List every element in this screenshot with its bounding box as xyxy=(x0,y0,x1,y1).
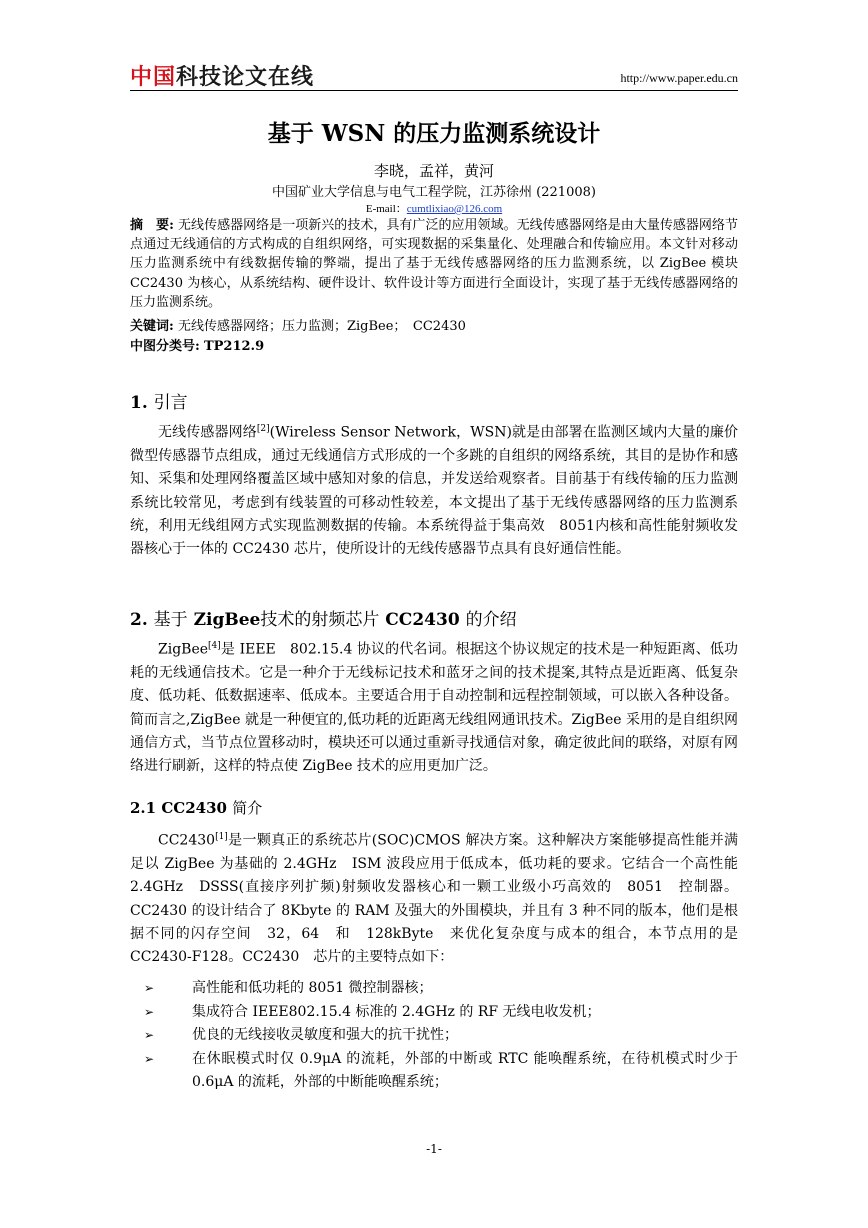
s1-text-a: 无线传感器网络 xyxy=(158,424,257,441)
list-item xyxy=(130,1024,738,1048)
s1-ref: [2] xyxy=(256,424,270,434)
s2-text-b: 是 IEEE 802.15.4 协议的代名词。根据这个协议规定的技术是一种短距离、低功耗的无线通信技术。它是一种介于无线标记技术和蓝牙之间的技术提案,其特点是近距离、低复杂度、低功耗、低数据速率、低成本。主要适合用于自动控制和远程控制领域，可以嵌入各种设备。简而言之,ZigBee 就是一种便宜的,低功耗的近距离无线组网通讯技术。ZigBee 采用的是自组织网通信方式，当节点位置移动时，模块还可以通过重新寻找通信对象，确定彼此间的联络，对原有网络进行刷新，这样的特点使 ZigBee 技术的应用更加广泛。 xyxy=(130,641,738,775)
section-2-title-b: ZigBee xyxy=(193,610,261,630)
email-link[interactable]: cumtlixiao@126.com xyxy=(406,203,503,215)
section-2-title-a: 基于 xyxy=(153,610,188,630)
arrow-bullet-icon: ➢ xyxy=(144,1004,155,1019)
abstract-label: 摘 要: xyxy=(130,218,174,233)
section-2-paragraph xyxy=(130,635,738,778)
section-1-heading xyxy=(130,388,188,413)
section-2-number: 2. xyxy=(130,610,148,630)
classification-value: TP212.9 xyxy=(203,339,265,354)
section-2-1-number: 2.1 CC2430 xyxy=(130,799,227,817)
section-1-title: 引言 xyxy=(153,393,188,413)
s2-ref: [4] xyxy=(208,641,221,651)
keywords-text: 无线传感器网络；压力监测；ZigBee； CC2430 xyxy=(177,319,466,334)
list-item-text: 优良的无线接收灵敏度和强大的抗干扰性； xyxy=(192,1027,458,1043)
section-2-1-paragraph xyxy=(130,826,752,969)
page-header xyxy=(130,58,738,91)
keywords-label: 关键词: xyxy=(130,319,174,334)
list-item-text: 高性能和低功耗的 8051 微控制器核； xyxy=(192,980,433,996)
logo-text-dark: 科技论文在线 xyxy=(176,65,315,90)
section-1-number: 1. xyxy=(130,393,148,413)
section-2-1-heading xyxy=(130,797,262,818)
section-2-heading xyxy=(130,605,517,630)
feature-list xyxy=(130,977,738,1095)
arrow-bullet-icon: ➢ xyxy=(144,1051,155,1066)
list-item xyxy=(130,977,738,1001)
list-item xyxy=(130,1001,738,1025)
list-item-text: 在休眠模式时仅 0.9μA 的流耗，外部的中断或 RTC 能唤醒系统，在待机模式时少于 0.6μA 的流耗，外部的中断能唤醒系统； xyxy=(192,1050,738,1090)
paper-authors: 李晓，孟祥，黄河 xyxy=(373,162,494,180)
abstract-text: 无线传感器网络是一项新兴的技术，具有广泛的应用领域。无线传感器网络是由大量传感器网络节点通过无线通信的方式构成的自组织网络，可实现数据的采集量化、处理融合和传输应用。本文针对移动压力监测系统中有线数据传输的弊端，提出了基于无线传感器网络的压力监测系统，以 ZigBee 模块 CC2430 为核心，从系统结构、硬件设计、软件设计等方面进行全面设计，实现了基于无线传感器网络的压力监测系统。 xyxy=(130,218,738,310)
s21-text-a: CC2430 xyxy=(158,832,216,849)
list-item-text: 集成符合 IEEE802.15.4 标准的 2.4GHz 的 RF 无线电收发机； xyxy=(192,1003,601,1020)
arrow-bullet-icon: ➢ xyxy=(144,1028,155,1042)
section-2-title-c: 技术的射频芯片 xyxy=(260,610,380,630)
paper-affiliation: 中国矿业大学信息与电气工程学院，江苏徐州 (221008) xyxy=(272,185,596,200)
arrow-bullet-icon: ➢ xyxy=(144,981,155,995)
email-label: E-mail： xyxy=(365,203,407,215)
keywords xyxy=(130,317,738,336)
section-1-paragraph xyxy=(130,418,738,561)
page-number: -1- xyxy=(426,1142,442,1156)
logo-text-red: 中国 xyxy=(130,65,177,90)
s1-text-b: (Wireless Sensor Network，WSN)就是由部署在监测区域内大量的廉价微型传感器节点组成，通过无线通信方式形成的一个多跳的自组织的网络系统，其目的是协作和感知、采集和处理网络覆盖区域中感知对象的信息，并发送给观察者。目前基于有线传输的压力监测系统比较常见，考虑到有线装置的可移动性较差，本文提出了基于无线传感器网络的压力监测系统，利用无线组网方式实现监测数据的传输。本系统得益于集高效 8051内核和高性能射频收发器核心于一体的 CC2430 芯片，使所设计的无线传感器节点具有良好通信性能。 xyxy=(130,424,739,558)
abstract xyxy=(130,216,738,312)
s21-ref: [1] xyxy=(215,832,228,842)
section-2-1-title: 简介 xyxy=(232,799,263,817)
site-logo xyxy=(130,60,314,91)
section-2-title-d: CC2430 xyxy=(385,610,460,630)
paper-email-line xyxy=(130,200,738,216)
paper-title: 基于 WSN 的压力监测系统设计 xyxy=(267,120,601,147)
header-url[interactable]: http://www.paper.edu.cn xyxy=(620,71,738,85)
classification xyxy=(130,337,738,356)
list-item xyxy=(130,1048,738,1095)
s21-text-b: 是一颗真正的系统芯片(SOC)CMOS 解决方案。这种解决方案能够提高性能并满足以 ZigBee 为基础的 2.4GHz ISM 波段应用于低成本，低功耗的要求。它结合一个高性能 2.4GHz DSSS(直接序列扩频)射频收发器核心和一颗工业级小巧高效的 8051 控制器。CC2430 的设计结合了 8Kbyte 的 RAM 及强大的外围模块，并且有 3 种不同的版本，他们是根据不同的闪存空间 32，64 和 128kByte 来优化复杂度与成本的组合，本节点用的是CC2430-F128。CC2430 芯片的主要特点如下： xyxy=(130,832,752,966)
s2-text-a: ZigBee xyxy=(158,641,209,658)
classification-label: 中图分类号: xyxy=(130,339,200,354)
section-2-title-e: 的介绍 xyxy=(465,610,517,630)
